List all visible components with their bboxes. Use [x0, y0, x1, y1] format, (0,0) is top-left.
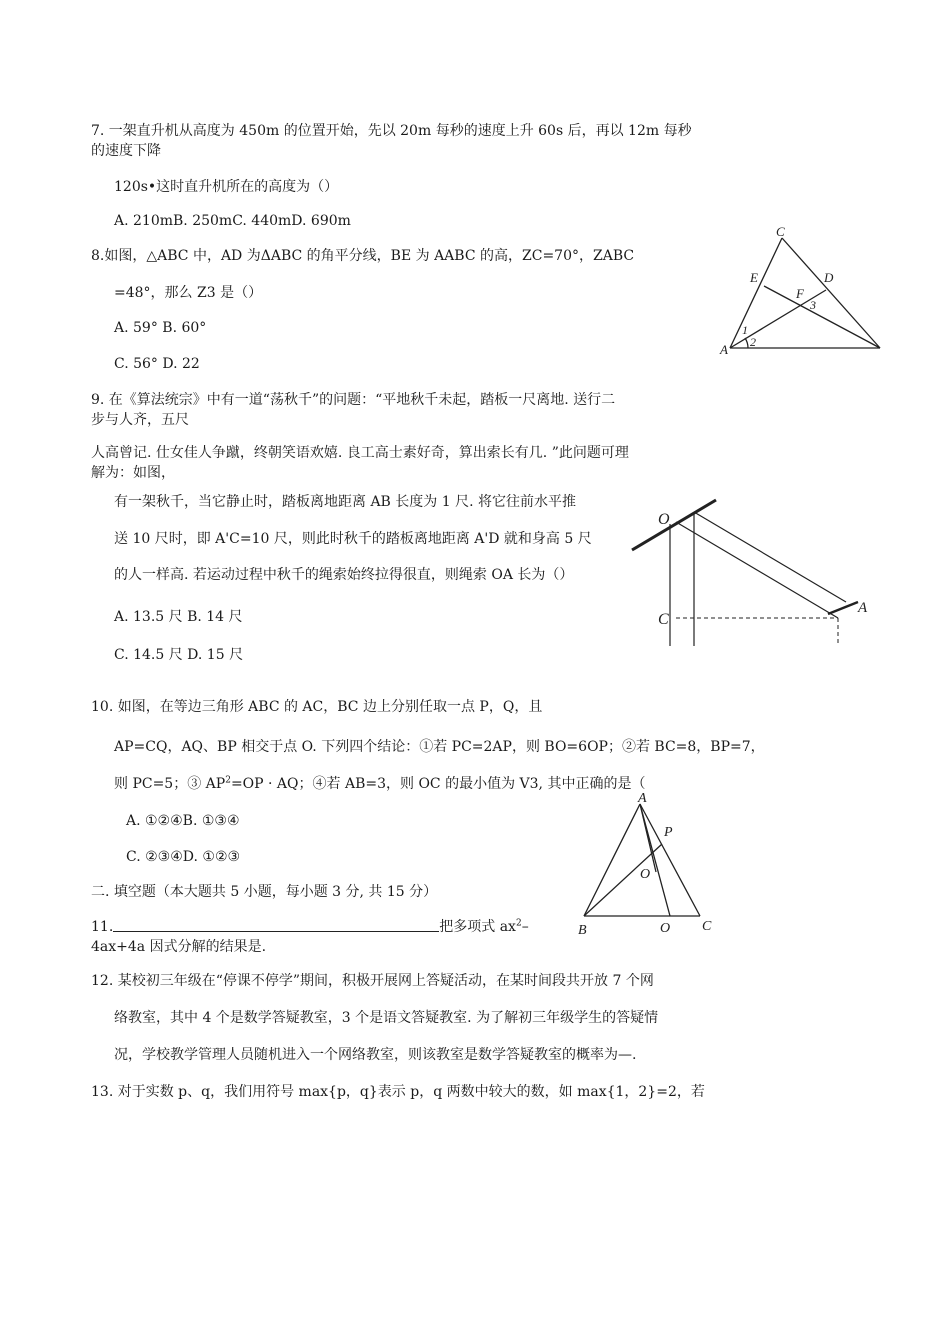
q10-label-a: A: [638, 792, 647, 806]
q11-dash: –: [521, 919, 529, 935]
q8-line2: =48°，那么 Z3 是（）: [114, 285, 263, 301]
q11-number: 11.: [91, 919, 114, 935]
q9-label-a: A: [858, 600, 868, 616]
q8-options-1: A. 59° B. 60°: [114, 320, 207, 336]
q9-line1: 9. 在《算法统宗》中有一道“荡秋千”的问题：“平地秋千未起，踏板一尺离地. 送行二: [91, 392, 616, 408]
q8-label-2: 2: [750, 335, 756, 349]
q10-line3-superscript: 2: [225, 775, 231, 786]
q9-label-c: C: [658, 611, 669, 628]
q9-options-1: A. 13.5 尺 B. 14 尺: [114, 609, 243, 625]
q10-segment-bp: [584, 844, 662, 916]
q9-line3: 人高曾记. 仕女佳人争蹴，终朝笑语欢嬉. 良工高士素好奇，算出索长有几. ”此问题可理: [91, 445, 629, 461]
q9-swing-figure: [628, 496, 878, 648]
q11-line2: 4ax+4a 因式分解的结果是.: [91, 939, 267, 955]
q10-label-q: O: [660, 921, 671, 936]
q11-prompt: 把多项式 ax: [439, 919, 516, 935]
q10-side-ab: [584, 804, 640, 916]
q9-options-2: C. 14.5 尺 D. 15 尺: [114, 647, 244, 663]
q10-side-ac: [640, 804, 700, 916]
q8-angle-arc: [745, 338, 748, 348]
q9-label-o: O: [658, 511, 670, 528]
q7-line1: 7. 一架直升机从高度为 450m 的位置开始，先以 20m 每秒的速度上升 60s 后，再以 12m 每秒: [91, 123, 692, 139]
q8-label-c: C: [776, 224, 785, 239]
q10-label-o: O: [640, 867, 651, 882]
q12-line3: 况，学校教学管理人员随机进入一个网络教室，则该教室是数学答疑教室的概率为—.: [114, 1047, 637, 1063]
q10-line3-end: =OP · AQ；④若 AB=3，则 OC 的最小值为 V3, 其中正确的是（: [230, 776, 646, 792]
q10-label-b: B: [578, 923, 587, 938]
q9-rope-swung-2: [694, 512, 846, 602]
q8-label-f: F: [796, 286, 804, 301]
q8-label-d: D: [824, 270, 834, 285]
q9-line5: 有一架秋千，当它静止时，踏板离地距离 AB 长度为 1 尺. 将它往前水平推: [114, 494, 577, 510]
q10-line3: [114, 774, 645, 794]
q11-answer-blank: [113, 917, 439, 932]
q13-line1: 13. 对于实数 p、q，我们用符号 max{p，q}表示 p，q 两数中较大的数，如 max{1，2}=2，若: [91, 1084, 705, 1100]
q9-line6: 送 10 尺时，即 A'C=10 尺，则此时秋千的踏板离地距离 A'D 就和身高 5 尺: [114, 531, 592, 547]
q9-rope-swung-1: [676, 522, 838, 618]
q8-side-ac: [730, 238, 782, 348]
section-2-heading: 二. 填空题（本大题共 5 小题，每小题 3 分, 共 15 分）: [91, 884, 438, 900]
q8-label-e: E: [750, 270, 758, 285]
q12-line1: 12. 某校初三年级在“停课不停学”期间，积极开展网上答疑活动，在某时间段共开放 7 个网: [91, 973, 654, 989]
q7-line3: 120s•这时直升机所在的高度为（）: [114, 179, 339, 195]
q9-line7: 的人一样高. 若运动过程中秋千的绳索始终拉得很直，则绳索 OA 长为（）: [114, 567, 574, 583]
q9-beam: [632, 500, 716, 550]
q8-label-a: A: [720, 342, 728, 357]
q9-board: [828, 602, 858, 614]
q7-options: A. 210mB. 250mC. 440mD. 690m: [114, 213, 351, 229]
q8-label-3: 3: [810, 298, 816, 312]
q10-options-1: A. ①②④B. ①③④: [126, 813, 240, 829]
q11-line1: [91, 917, 529, 937]
q10-line2: AP=CQ，AQ、BP 相交于点 O. 下列四个结论：①若 PC=2AP，则 BO=6OP；②若 BC=8，BP=7，: [114, 739, 765, 755]
q8-triangle-figure: [718, 222, 888, 357]
q8-options-2: C. 56° D. 22: [114, 356, 200, 372]
q8-label-1: 1: [742, 323, 748, 337]
q10-options-2: C. ②③④D. ①②③: [126, 849, 241, 865]
q10-triangle-figure: [574, 792, 724, 938]
q9-line2: 步与人齐，五尺: [91, 412, 189, 428]
q10-line3-start: 则 PC=5；③ AP: [114, 776, 226, 792]
q9-line4: 解为：如图，: [91, 465, 175, 481]
q12-line2: 络教室，其中 4 个是数学答疑教室，3 个是语文答疑教室. 为了解初三年级学生的答疑情: [114, 1010, 659, 1026]
q10-label-p: P: [664, 825, 673, 840]
q8-line1: 8.如图，△ABC 中，AD 为ΔABC 的角平分线，BE 为 AABC 的高，ZC=70°，ZABC: [91, 248, 635, 264]
q7-line2: 的速度下降: [91, 143, 161, 159]
q10-label-c: C: [702, 919, 712, 934]
q10-line1: 10. 如图，在等边三角形 ABC 的 AC，BC 边上分别任取一点 P，Q，且: [91, 699, 543, 715]
q11-superscript: 2: [515, 918, 522, 929]
